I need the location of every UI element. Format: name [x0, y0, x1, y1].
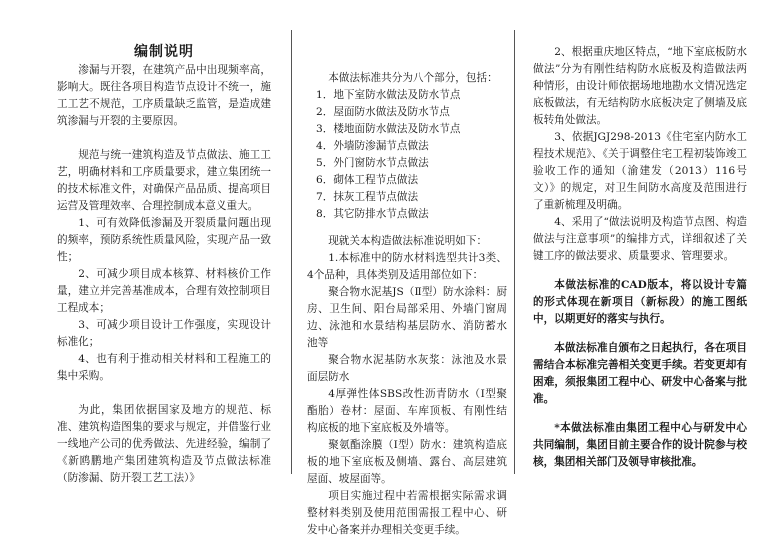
paragraph: 2、根据重庆地区特点，“地下室底板防水做法”分为有刚性结构防水底板及构造做法两种情形，由设计师依据场地地勘水文情况选定底板做法，有无结构防水底板决定了侧墙及底板转角处做法。	[533, 46, 747, 126]
paragraph: 为此，集团依据国家及地方的规范、标准、建筑构造图集的要求与规定，并借鉴行业一线地产公司的优秀做法、先进经验，编制了《新鸥鹏地产集团建筑构造及节点做法标准（防渗漏、防开裂工艺工法）》	[57, 404, 271, 484]
paragraph: 本做法标准共分为八个部分，包括：	[328, 72, 498, 84]
paragraph: 4、也有利于推动相关材料和工程施工的集中采购。	[57, 353, 271, 382]
paragraph: 聚合物水泥基JS（Ⅱ型）防水涂料：厨房、卫生间、阳台局部采用、外墙门窗周边、泳池和水景结构基层防水、消防蓄水池等	[307, 286, 507, 349]
column-divider	[291, 30, 292, 474]
paragraph-bold: 本做法标准的CAD版本，将以设计专篇的形式体现在新项目（新标段）的施工图纸中，以期更好的落实与执行。	[533, 279, 747, 325]
column-right	[533, 44, 747, 471]
list-item: 2．屋面防水做法及防水节点	[316, 106, 450, 118]
page-title: 编制说明	[134, 44, 194, 60]
column-middle	[307, 70, 507, 539]
list-item: 1．地下室防水做法及防水节点	[316, 89, 461, 101]
list-item: 3．楼地面防水做法及防水节点	[316, 123, 461, 135]
paragraph: 现就关本构造做法标准说明如下：	[328, 235, 488, 247]
paragraph-bold: *本做法标准由集团工程中心与研发中心共同编制，集团目前主要合作的设计院参与校核，集团相关部门及领导审核批准。	[533, 422, 747, 468]
paragraph: 2、可减少项目成本核算、材料核价工作量，建立并完善基准成本，合理有效控制项目工程成本；	[57, 268, 271, 314]
column-left	[57, 62, 271, 487]
paragraph: 渗漏与开裂，在建筑产品中出现频率高，影响大。既往各项目构造节点设计不统一，施工工艺不规范，工序质量缺乏监管，是造成建筑渗漏与开裂的主要原因。	[57, 64, 271, 127]
list-item: 6．砌体工程节点做法	[316, 174, 419, 186]
list-item: 7．抹灰工程节点做法	[316, 191, 419, 203]
paragraph-bold: 本做法标准自颁布之日起执行，各在项目需结合本标准完善相关变更手续。若变更却有困难，须报集团工程中心、研发中心备案与批准。	[533, 342, 747, 405]
list-item: 4．外墙防渗漏节点做法	[316, 140, 429, 152]
section-list	[307, 87, 507, 223]
paragraph: 1.本标准中的防水材料选型共计3类、4个品种，具体类别及适用部位如下：	[307, 252, 507, 281]
paragraph: 4厚弹性体SBS改性沥青防水（Ⅰ型聚酯胎）卷材：屋面、车库顶板、有刚性结构底板的地下室底板及外墙等。	[307, 388, 507, 434]
list-item: 8．其它防排水节点做法	[316, 208, 429, 220]
paragraph: 3、可减少项目设计工作强度，实现设计标准化；	[57, 319, 271, 348]
paragraph: 聚氨酯涂膜（Ⅰ型）防水：建筑构造底板的地下室底板及侧墙、露台、高层建筑屋面、坡屋面等。	[307, 439, 507, 485]
paragraph: 规范与统一建筑构造及节点做法、施工工艺，明确材料和工序质量要求，建立集团统一的技术标准文件，对确保产品品质、提高项目运营及管理效率、合理控制成本意义重大。	[57, 149, 271, 212]
paragraph: 项目实施过程中若需根据实际需求调整材料类别及使用范围需报工程中心、研发中心备案并办理相关变更手续。	[307, 490, 507, 536]
list-item: 5．外门窗防水节点做法	[316, 157, 429, 169]
column-divider	[514, 30, 515, 474]
paragraph: 3、依据JGJ298-2013《住宅室内防水工程技术规范》、《关于调整住宅工程初装饰竣工验收工作的通知（渝建发（2013）116号文）》的规定，对卫生间防水高度及范围进行了重新梳理及明确。	[533, 131, 747, 211]
paragraph: 1、可有效降低渗漏及开裂质量问题出现的频率，预防系统性质量风险，实现产品一致性；	[57, 217, 271, 263]
paragraph: 4、采用了“做法说明及构造节点图、构造做法与注意事项”的编排方式，详细叙述了关键工序的做法要求、质量要求、管理要求。	[533, 216, 747, 262]
paragraph: 聚合物水泥基防水灰浆：泳池及水景面层防水	[307, 354, 507, 383]
